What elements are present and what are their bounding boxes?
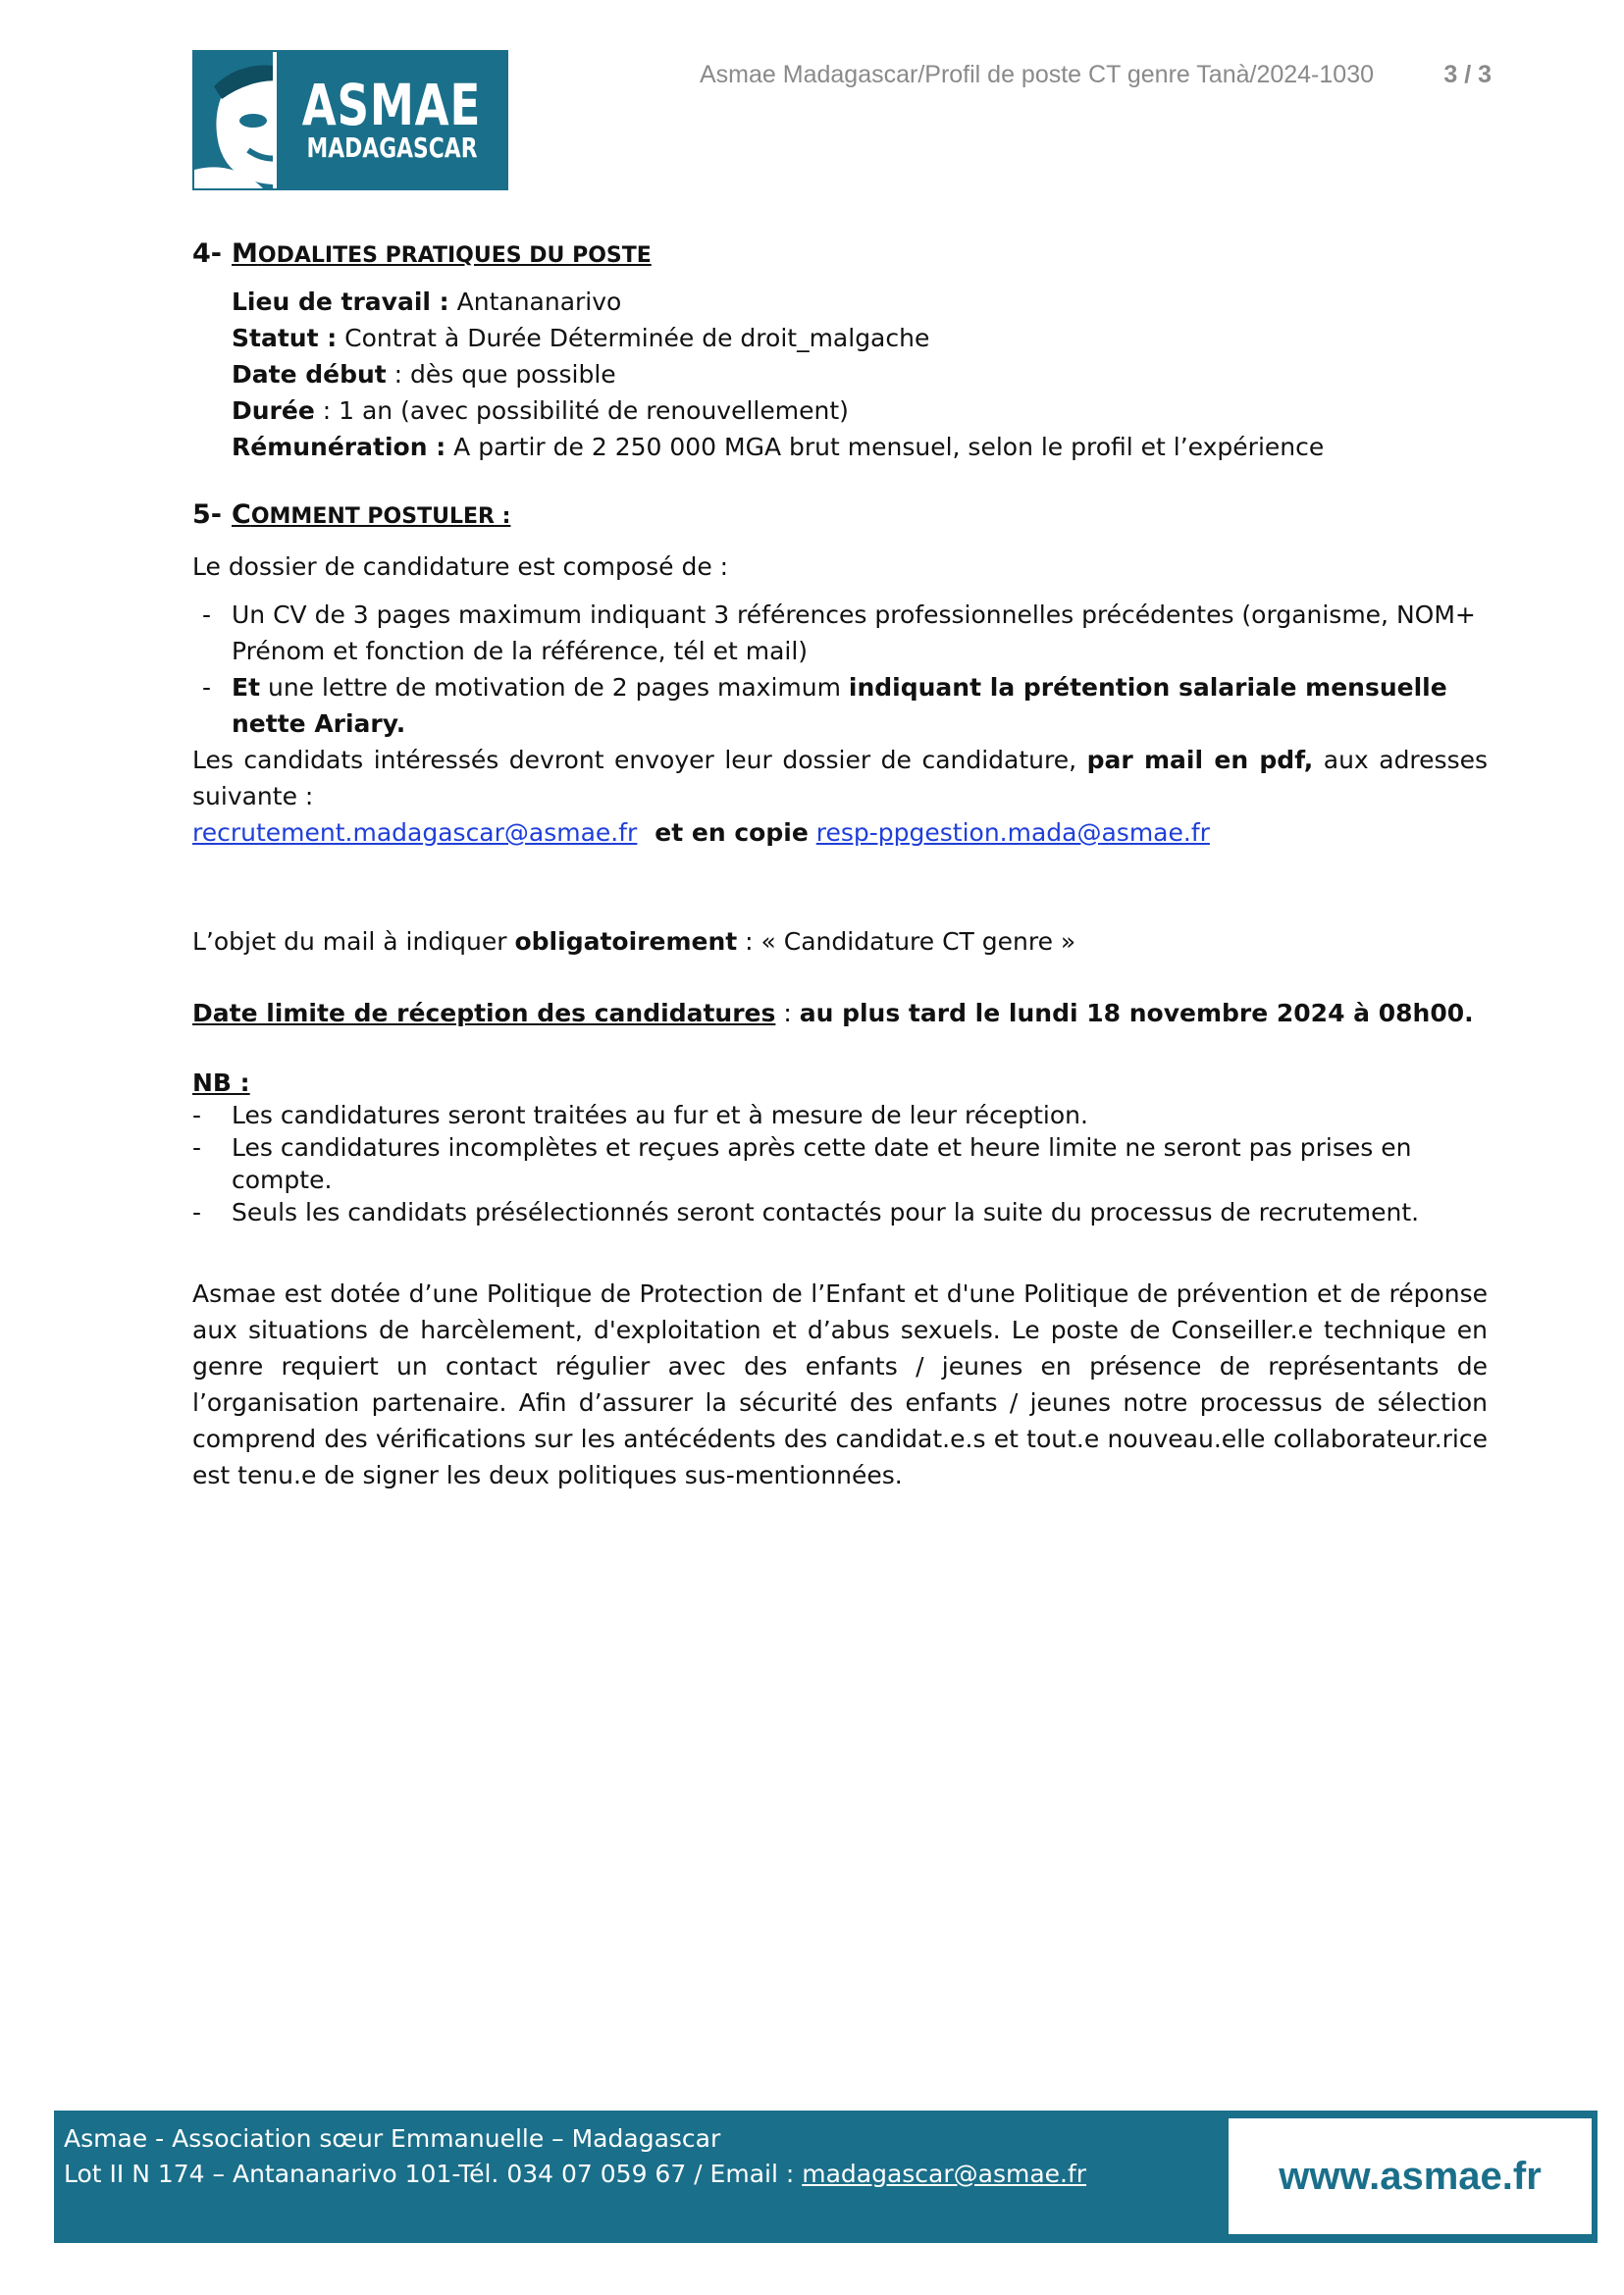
asmae-logo	[192, 50, 508, 190]
document-reference: Asmae Madagascar/Profil de poste CT genre Tanà/2024-1030	[700, 61, 1374, 88]
footer-contact	[64, 2160, 1086, 2188]
detail-label: Date début	[232, 360, 387, 389]
recruitment-email-link[interactable]: recrutement.madagascar@asmae.fr	[192, 818, 638, 847]
detail-label: Lieu de travail :	[232, 287, 449, 316]
nb-block	[192, 1067, 1488, 1228]
subject-text-2: : « Candidature CT genre »	[737, 927, 1076, 956]
website-link[interactable]: www.asmae.fr	[1229, 2118, 1592, 2234]
send-format: par mail en pdf,	[1086, 746, 1314, 774]
detail-row-location	[232, 284, 1488, 320]
nb-list	[192, 1099, 1488, 1228]
list-item: - Seuls les candidats présélectionnés seront contactés pour la suite du processus de recrutement.	[192, 1196, 1488, 1228]
section-5-title	[232, 496, 510, 535]
job-details	[192, 284, 1488, 465]
detail-label: Rémunération :	[232, 433, 446, 461]
detail-value: Antananarivo	[448, 287, 622, 316]
detail-row-status	[232, 320, 1488, 356]
deadline-separator: :	[775, 999, 800, 1027]
detail-label: Statut :	[232, 324, 338, 352]
list-item	[192, 597, 1488, 669]
footer-email-link[interactable]: madagascar@asmae.fr	[802, 2160, 1087, 2188]
copy-label: et en copie	[655, 818, 809, 847]
section-5-title-initial: C	[232, 499, 251, 530]
letter-requirement: une lettre de motivation de 2 pages maximum	[260, 673, 849, 702]
logo-portrait-image	[194, 52, 273, 188]
footer	[54, 2111, 1598, 2243]
application-intro: Le dossier de candidature est composé de :	[192, 552, 729, 581]
section-5-heading	[192, 496, 1488, 535]
nb-label: NB :	[192, 1069, 250, 1097]
send-instructions	[192, 742, 1488, 814]
logo-line-asmae: ASMAE	[301, 72, 482, 139]
detail-value: : dès que possible	[386, 360, 616, 389]
copy-email-link[interactable]: resp-ppgestion.mada@asmae.fr	[815, 818, 1210, 847]
cv-requirement: Un CV de 3 pages maximum indiquant 3 références professionnelles précédentes (organisme, NOM+ Prénom et fonction de la référence, tél et mail)	[232, 600, 1476, 665]
send-text-2: aux adresses suivante :	[192, 746, 1489, 810]
deadline-label: Date limite de réception des candidatures	[192, 999, 776, 1027]
deadline-value: au plus tard le lundi 18 novembre 2024 à 08h00.	[799, 999, 1474, 1027]
send-text-1: Les candidats intéressés devront envoyer leur dossier de candidature,	[192, 746, 1087, 774]
list-item: - Les candidatures seront traitées au fur et à mesure de leur réception.	[192, 1099, 1488, 1131]
portrait-illustration	[194, 52, 273, 188]
list-item	[192, 669, 1488, 742]
main-content	[192, 235, 1488, 1493]
child-protection-policy: Asmae est dotée d’une Politique de Protection de l’Enfant et d'une Politique de prévention et de réponse aux situations de harcèlement, d'exploitation et d’abus sexuels. Le poste de Conseiller.e technique en genre requiert un contact régulier avec des enfants / jeunes en présence de représentants de l’organisation partenaire. Afin d’assurer la sécurité des enfants / jeunes notre processus de sélection comprend des vérifications sur les antécédents des candidat.e.s et tout.e nouveau.elle collaborateur.rice est tenu.e de signer les deux politiques sus-mentionnées.	[192, 1279, 1488, 1489]
detail-value: A partir de 2 250 000 MGA brut mensuel, selon le profil et l’expérience	[445, 433, 1325, 461]
page-number: 3 / 3	[1443, 61, 1492, 88]
section-4-title-initial: M	[232, 238, 258, 269]
letter-and: Et	[232, 673, 261, 702]
logo-line-madagascar: MADAGASCAR	[306, 131, 478, 165]
subject-mandatory: obligatoirement	[514, 927, 738, 956]
footer-address: Lot II N 174 – Antananarivo 101-Tél. 034 07 059 67 / Email :	[64, 2160, 803, 2188]
section-5-title-rest: OMMENT POSTULER :	[250, 504, 511, 529]
detail-label: Durée	[232, 396, 315, 425]
salary-expectation-note: indiquant la prétention salariale mensuelle nette Ariary.	[232, 673, 1447, 738]
section-5-number: 5-	[192, 499, 222, 530]
deadline	[192, 995, 1488, 1031]
section-4-title	[232, 235, 652, 274]
email-addresses	[192, 814, 1488, 851]
application-documents-list	[192, 597, 1488, 742]
detail-value: : 1 an (avec possibilité de renouvellement)	[314, 396, 849, 425]
list-item: - Les candidatures incomplètes et reçues après cette date et heure limite ne seront pas prises en compte.	[192, 1131, 1488, 1196]
subject-text-1: L’objet du mail à indiquer	[192, 927, 515, 956]
detail-row-duration	[232, 392, 1488, 429]
mail-subject-instruction	[192, 923, 1488, 960]
detail-row-start-date	[232, 356, 1488, 392]
section-4-title-rest: ODALITES PRATIQUES DU POSTE	[257, 243, 652, 268]
footer-organization: Asmae - Association sœur Emmanuelle – Madagascar	[64, 2124, 721, 2153]
section-4-heading	[192, 235, 1488, 274]
logo-wordmark	[277, 52, 506, 188]
section-4-number: 4-	[192, 238, 222, 269]
detail-value: Contrat à Durée Déterminée de droit_malgache	[337, 324, 930, 352]
detail-row-salary	[232, 429, 1488, 465]
